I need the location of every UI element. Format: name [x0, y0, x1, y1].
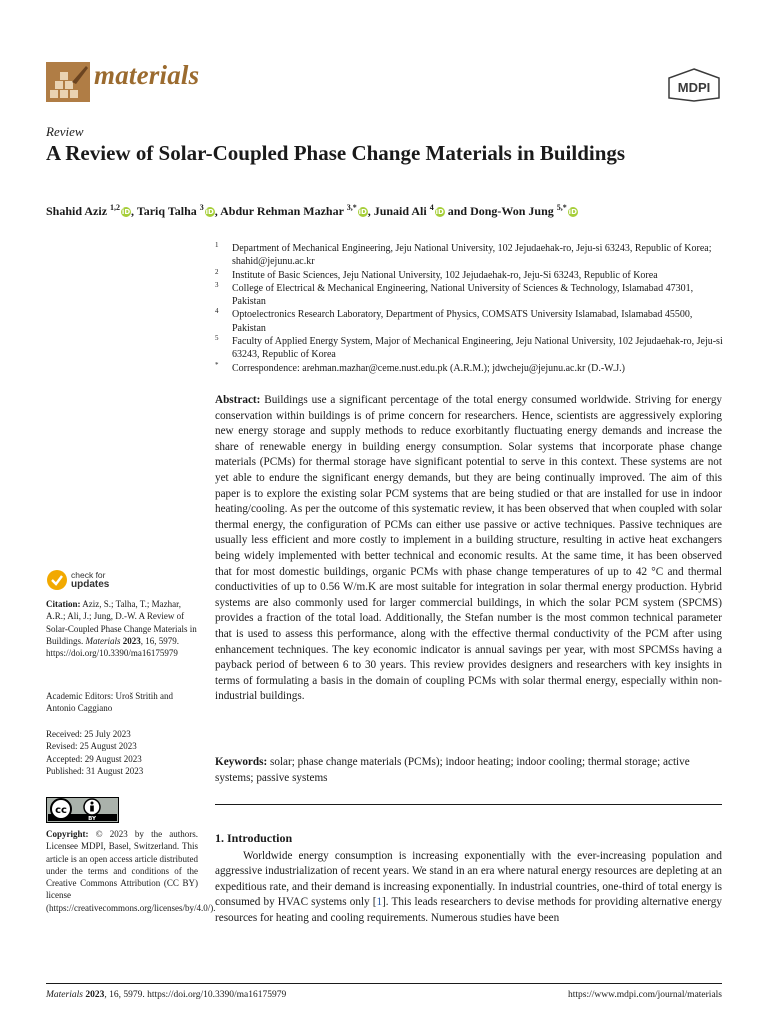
footer-divider — [46, 983, 722, 984]
citation-block — [46, 598, 198, 659]
affiliation-text: Department of Mechanical Engineering, Jeju National University, 102 Jejudaehak-ro, Jeju-si 63243, Republic of Korea; shahid@jejunu.ac.kr — [232, 243, 712, 268]
author-affiliation-mark: 1,2 — [110, 203, 121, 212]
section-heading: 1. Introduction — [215, 831, 293, 845]
affiliations — [215, 242, 725, 375]
received-date: Received: 25 July 2023 — [46, 729, 131, 739]
affiliation-number: 2 — [215, 267, 219, 276]
intro-text: ]. This leads researchers to devise methods for providing alternative energy resources for heating and cooling requirements. Numerous studies have been — [215, 896, 722, 924]
abstract-text: Buildings use a significant percentage of the total energy consumed worldwide. Striving for energy conservation within buildings is of prime concern for researchers. Hence, scientists are aggressively exploring new energy storage and supply methods to reduce exorbitantly fluctuating energy demands and increase the share of renewable energy in building energy consumption. Solar systems that incorporate phase change materials (PCMs) for thermal storage have significant potential to serve in this context. These systems are not yet able to endure the significant energy demands, but they are being continually improved. The aim of this paper is to explore the existing solar PCM systems that are being studied or that are installed for use in indoor heating/cooling. As per the outcome of this systematic review, it has been observed that when coupled with solar thermal energy, the configuration of PCMs can either use passive or active techniques. Passive techniques are usually less efficient and more costly to implement in a building structure, resulting in active heat exchangers being widely implemented with better technical and economic results. At the same time, it has been observed that for most domestic buildings, organic PCMs with phase change temperatures of up to 42 °C and thermal conductivities of up to 0.56 W/m.K are most suitable for integration in solar thermal energy production. Hybrid systems are also commonly used for larger commercial buildings, in which the solar PCM system (SPCMS) provides a fraction of the total load. Additionally, the Stefan number is the most common technical parameter that is used to assess this performance, along with the effective thermal conductivity of the PCM after using enhancement techniques. The key economic indicator is annual savings per year, with most SPCMSs having a payback period of between 6 to 30 years. This review provides designers and researchers with key insights in terms of formulating a basis in the domain of coupling PCMs with solar thermal energy, especially within non-industrial buildings. — [215, 394, 723, 703]
author-conjunction: and — [447, 204, 468, 218]
academic-editors: Academic Editors: Uroš Stritih and Antonio Caggiano — [46, 691, 173, 714]
copyright-notice — [46, 828, 216, 914]
keywords-text: solar; phase change materials (PCMs); indoor heating; indoor cooling; thermal storage; active systems; passive systems — [215, 756, 690, 784]
abstract — [215, 393, 722, 705]
check-for-updates-text-bold: updates — [71, 579, 110, 590]
affiliation-number: * — [215, 360, 219, 369]
author-name: Shahid Aziz — [46, 204, 108, 218]
author-affiliation-mark: 3 — [199, 203, 204, 212]
citation-journal: Materials — [85, 635, 121, 646]
author-affiliation-mark: 3,* — [346, 203, 357, 212]
journal-logo — [46, 62, 90, 102]
check-for-updates-icon — [46, 569, 68, 591]
citation-label: Citation: — [46, 599, 81, 609]
orcid-icon[interactable]: iD — [435, 208, 444, 216]
article-type: Review — [46, 124, 84, 139]
publication-dates — [46, 728, 198, 777]
author-name: Tariq Talha — [136, 204, 197, 218]
author-name: Dong-Won Jung — [470, 204, 554, 218]
citation-doi[interactable]: , 16, 5979. https://doi.org/10.3390/ma16175979 — [46, 635, 180, 659]
abstract-label: Abstract: — [215, 394, 261, 406]
copyright-text: © 2023 by the authors. Licensee MDPI, Basel, Switzerland. This article is an open access article distributed under the terms and conditions of the Creative Commons Attribution (CC BY) license (https://creativecommons.org/licenses/by/4.0/). — [46, 829, 216, 913]
orcid-icon[interactable]: iD — [568, 208, 577, 216]
article-title: A Review of Solar-Coupled Phase Change Materials in Buildings — [46, 141, 626, 165]
affiliation-text: Optoelectronics Research Laboratory, Department of Physics, COMSATS University Islamabad, Islamabad 45500, Pakistan — [232, 309, 693, 334]
affiliation-number: 1 — [215, 241, 219, 249]
accepted-date: Accepted: 29 August 2023 — [46, 753, 142, 764]
author-list: Shahid Aziz $^{1,2}$ iD, Tariq Talha $^3$ iD, Abdur Rehman Mazhar $^{3,*}$ iD, Junaid Ali $^4$ iD and Dong-Won Jung $^{5,*}$ iD — [46, 203, 577, 218]
author-affiliation-mark: 5,* — [556, 203, 567, 212]
affiliation-number: 4 — [215, 307, 219, 316]
intro-text: Worldwide energy consumption is increasing exponentially with the ever-increasing population and aggressive industrialization of recent years. We stand in an era where natural energy resources are depleting at an expeditious rate, and their demand is increasing exponentially. In industrial countries, one-third of total energy is consumed by HVAC systems only [ — [215, 850, 722, 909]
keywords-label: Keywords: — [215, 756, 268, 768]
affiliation-text: Correspondence: arehman.mazhar@ceme.nust.edu.pk (A.R.M.); jdwcheju@jejunu.ac.kr (D.-W.J.) — [232, 362, 625, 374]
footer-journal-url[interactable]: https://www.mdpi.com/journal/materials — [568, 990, 722, 1000]
check-for-updates-text: check for — [71, 570, 106, 580]
check-for-updates-badge[interactable] — [46, 569, 126, 593]
affiliation-text: Institute of Basic Sciences, Jeju National University, 102 Jejudaehak-ro, Jeju-Si 63243, Republic of Korea — [232, 269, 658, 281]
keywords — [215, 755, 722, 786]
introduction-paragraph — [215, 849, 722, 926]
journal-name: materials — [94, 60, 200, 90]
affiliation-item — [215, 335, 725, 362]
affiliation-item — [215, 269, 725, 282]
mdpi-logo-text: MDPI — [677, 80, 711, 95]
orcid-icon[interactable]: iD — [358, 208, 367, 216]
section-divider — [215, 804, 722, 805]
copyright-label: Copyright: — [46, 829, 89, 839]
affiliation-number: 3 — [215, 280, 219, 289]
author-name: Abdur Rehman Mazhar — [220, 204, 344, 218]
affiliation-text: College of Electrical & Mechanical Engineering, National University of Sciences & Technology, Islamabad 47301, Pakistan — [232, 282, 694, 308]
footer-doi[interactable]: , 16, 5979. https://doi.org/10.3390/ma16175979 — [104, 990, 287, 1000]
affiliation-text: Faculty of Applied Energy System, Major of Mechanical Engineering, Jeju National University, 102 Jejudaehak-ro, Jeju-si 63243, Republic of Korea — [232, 336, 723, 361]
affiliation-item — [215, 308, 725, 335]
footer-citation — [46, 990, 286, 1000]
affiliation-number: 5 — [215, 334, 219, 343]
revised-date: Revised: 25 August 2023 — [46, 741, 137, 752]
cc-by-license-icon[interactable] — [46, 797, 119, 823]
citation-link[interactable]: 1 — [376, 896, 383, 909]
author-name: Junaid Ali — [373, 204, 427, 218]
affiliation-item — [215, 242, 725, 269]
affiliation-item — [215, 282, 725, 309]
citation-year: 2023 — [122, 635, 141, 646]
footer-journal: Materials — [46, 990, 83, 1000]
citation-text: Aziz, S.; Talha, T.; Mazhar, A.R.; Ali, J.; Jung, D.-W. A Review of Solar-Coupled Phase Change Materials in Buildings. — [46, 599, 197, 646]
svg-text:cc: cc — [55, 805, 67, 816]
orcid-icon[interactable]: iD — [121, 208, 131, 216]
orcid-icon[interactable]: iD — [205, 208, 214, 216]
correspondence — [215, 362, 725, 375]
footer-year: 2023 — [85, 990, 105, 1000]
published-date: Published: 31 August 2023 — [46, 765, 144, 776]
mdpi-logo — [666, 68, 722, 102]
cc-by-text: BY — [88, 816, 96, 822]
author-affiliation-mark: 4 — [429, 203, 434, 212]
